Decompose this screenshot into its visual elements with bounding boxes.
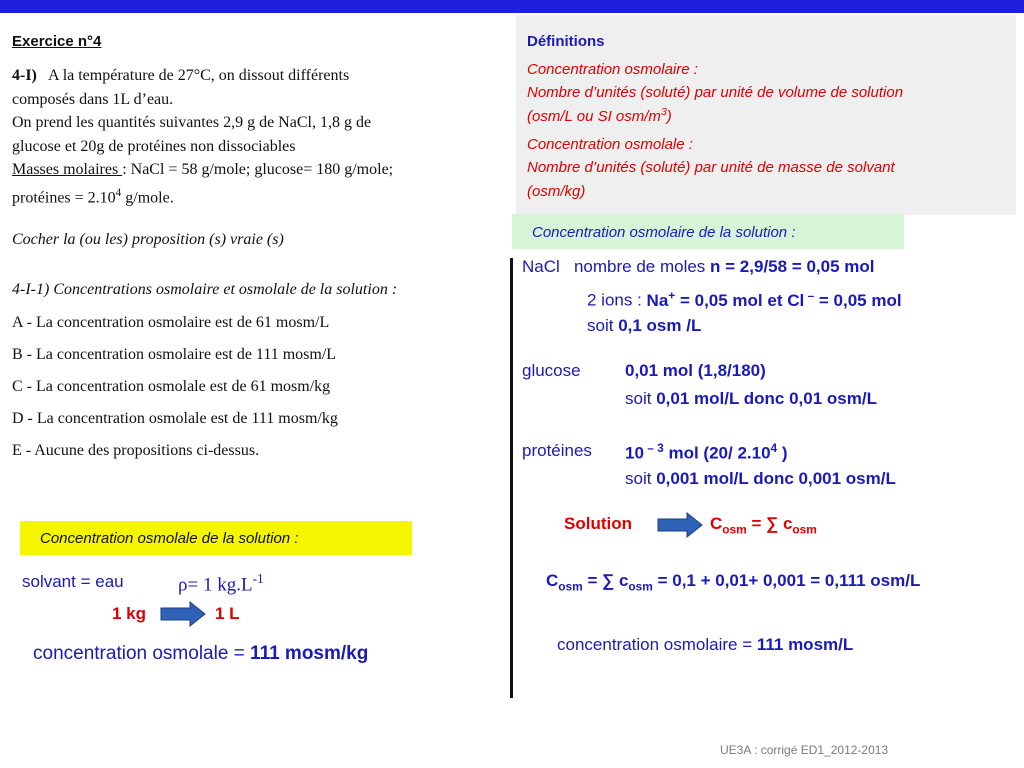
option-b: B - La concentration osmolaire est de 111 mosm/L [12,346,337,363]
proteines-moles: 10 $^{- 3}$ mol (20/ 2.10$^4$ ) [625,441,788,463]
option-d: D - La concentration osmolale est de 111 mosm/kg [12,410,338,427]
exercise-title: Exercice n°4 [12,33,102,50]
solvent-label: solvant = eau [22,572,124,591]
osmolaire-def-line1: Nombre d’unités (soluté) par unité de volume de solution [527,84,904,101]
osmolale-def-line1: Nombre d’unités (soluté) par unité de masse de solvant [527,159,895,176]
option-a: A - La concentration osmolaire est de 61 mosm/L [12,314,330,331]
instruction: Cocher la (ou les) proposition (s) vraie (s) [12,231,284,248]
glucose-moles: 0,01 mol (1,8/180) [625,361,766,380]
arrow-right-icon [657,512,703,538]
osmolaire-def-title: Concentration osmolaire : [527,61,698,78]
osm-formula: $C_{osm}$ = ∑ $c_{osm}$ [710,514,817,537]
osmolale-def-title: Concentration osmolale : [527,136,693,153]
intro-line-1: A la température de 27°C, on dissout différents [48,67,350,84]
osm-sum: $C_{osm}$ = ∑ $c_{osm} = 0,1 + 0,01+ 0,001 = 0,111$ osm/L [546,571,921,594]
volume-1l: 1 L [215,604,240,623]
nacl-row: NaCl nombre de moles n = 2,9/58 = 0,05 mol [522,257,875,276]
arrow-right-icon [160,601,206,627]
question: 4-I-1) Concentrations osmolaire et osmolale de la solution : [12,281,398,298]
ions-row: 2 ions : Na+ = 0,05 mol et Cl – = 0,05 mol [587,288,902,310]
option-e: E - Aucune des propositions ci-dessus. [12,442,260,459]
definitions-heading: Définitions [527,33,605,50]
part-label: 4-I) [12,67,37,84]
intro-line-2: composés dans 1L d’eau. [12,90,174,108]
intro-line-4: glucose et 20g de protéines non dissociables [12,137,296,155]
osmolaire-header: Concentration osmolaire de la solution : [532,224,796,241]
osmolaire-def-line2: (osm/L ou SI osm/$m^3$) [527,106,672,125]
solution-label: Solution [564,514,632,533]
osmolale-def-line2: (osm/kg) [527,183,586,200]
proteines-label: protéines [522,441,592,460]
top-bar [0,0,1024,13]
proteines-osm-row: soit 0,001 mol/L donc 0,001 osm/L [625,469,896,488]
footer: UE3A : corrigé ED1_2012-2013 [720,743,889,757]
osmolale-result: concentration osmolale = 111 mosm/kg [33,643,369,664]
mass-1kg: 1 kg [112,604,147,623]
nacl-moles: n = 2,9/58 = 0,05 mol [710,257,875,276]
osmolale-header: Concentration osmolale de la solution : [40,530,299,547]
nacl-label: NaCl [522,257,560,276]
nacl-osm-row: soit 0,1 osm /L [587,316,702,335]
intro-line-3: On prend les quantités suivantes 2,9 g de NaCl, 1,8 g de [12,114,372,131]
glucose-label: glucose [522,361,581,380]
option-c: C - La concentration osmolale est de 61 mosm/kg [12,378,331,395]
osmolaire-result: concentration osmolaire = 111 mosm/L [557,635,854,654]
masses-values: : NaCl = 58 g/mole; glucose= 180 g/mole; [122,161,394,178]
masses-label: Masses molaires [12,161,123,178]
glucose-osm-row: soit 0,01 mol/L donc 0,01 osm/L [625,389,877,408]
density-value: ρ= 1 $kg.L^{-1}$ [178,571,264,596]
column-divider [510,258,513,698]
proteins-mass: protéines = $2.10^4$ g/mole. [12,186,174,206]
exercise-intro [12,64,393,209]
